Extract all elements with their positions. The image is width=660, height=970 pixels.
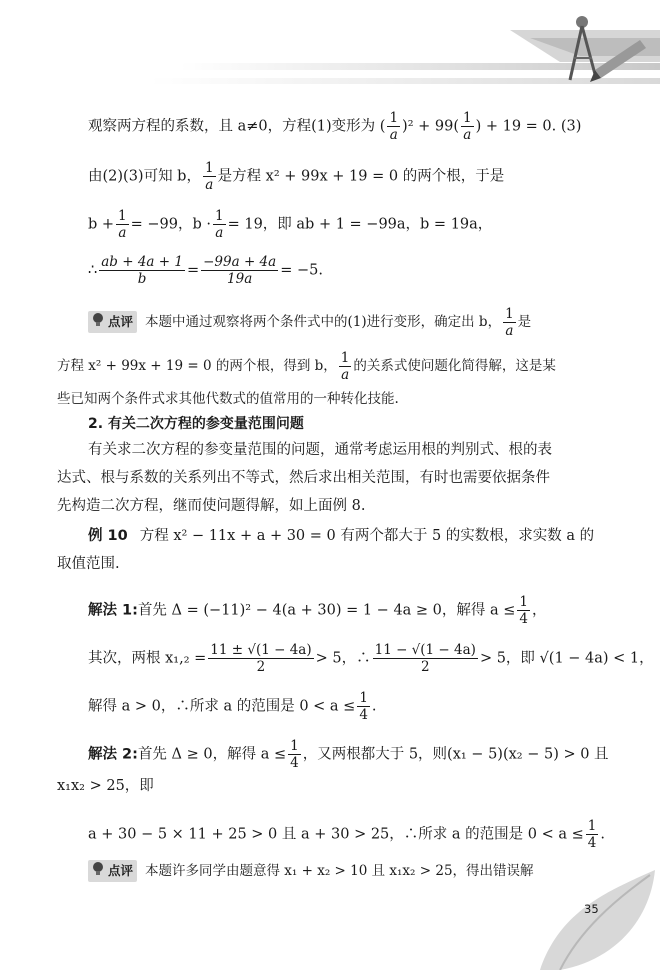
numerator: 1 xyxy=(519,594,529,610)
numerator: 1 xyxy=(290,738,299,754)
solution-line-2 xyxy=(88,160,504,193)
solution-2-line-1 xyxy=(88,738,609,771)
fraction xyxy=(203,160,216,193)
text: 方程 x² − 11x + a + 30 = 0 有两个都大于 5 的实数根，求实数 a 的 xyxy=(139,528,595,544)
numerator: −99a + 4a xyxy=(203,254,277,270)
numerator: 1 xyxy=(505,306,514,322)
page-number: 35 xyxy=(584,902,599,916)
review-badge xyxy=(88,311,137,333)
text: a + 30 − 5 × 11 + 25 > 0 且 a + 30 > 25，∴所求 a 的范围是 0 < a ≤ xyxy=(88,826,584,843)
paragraph-line-1: 有关求二次方程的参变量范围的问题，通常考虑运用根的判别式、根的表 xyxy=(88,442,552,458)
text: 观察两方程的系数，且 a≠0，方程(1)变形为 ( xyxy=(88,118,386,135)
lightbulb-icon xyxy=(91,312,105,328)
solution-label: 解法 2: xyxy=(88,746,138,763)
text: = −99，b · xyxy=(130,216,211,233)
denominator: a xyxy=(215,225,224,241)
numerator: 1 xyxy=(462,110,472,126)
review-1-line-2 xyxy=(57,350,556,383)
review-2 xyxy=(88,860,534,882)
solution-line-4 xyxy=(88,254,323,287)
denominator: 4 xyxy=(359,707,368,723)
text: 首先 Δ ≥ 0，解得 a ≤ xyxy=(137,746,287,763)
header-decoration xyxy=(0,0,660,100)
denominator: a xyxy=(118,225,127,241)
section-title: 2. 有关二次方程的参变量范围问题 xyxy=(88,416,304,432)
example-10 xyxy=(88,526,594,546)
text: b + xyxy=(88,216,115,233)
numerator: 1 xyxy=(204,160,214,176)
paragraph-line-3: 先构造二次方程，继而使问题得解，如上面例 8. xyxy=(57,498,366,514)
text: ∴ xyxy=(88,262,98,279)
fraction xyxy=(288,738,301,771)
leaf-decoration xyxy=(520,870,660,970)
text: = 19，即 ab + 1 = −99a，b = 19a， xyxy=(227,216,493,233)
text: 方程 x² + 99x + 19 = 0 的两个根，得到 b， xyxy=(57,358,337,374)
fraction xyxy=(387,110,400,143)
solution-2-line-2: x₁x₂ > 25，即 xyxy=(57,778,154,794)
solution-line-3 xyxy=(88,208,492,241)
text: 其次，两根 x₁,₂ = xyxy=(88,650,207,667)
denominator: a xyxy=(505,323,514,339)
text: ， xyxy=(532,602,547,619)
review-label: 点评 xyxy=(108,863,134,878)
fraction xyxy=(208,642,313,675)
fraction xyxy=(201,254,278,287)
denominator: a xyxy=(389,127,398,143)
text: )² + 99( xyxy=(402,118,459,135)
fraction xyxy=(517,594,530,627)
text: 解得 a > 0，∴所求 a 的范围是 0 < a ≤ xyxy=(88,698,356,715)
denominator: b xyxy=(137,271,147,287)
fraction xyxy=(586,818,599,851)
solution-line-1 xyxy=(88,110,581,143)
text: ，又两根都大于 5，则(x₁ − 5)(x₂ − 5) > 0 且 xyxy=(302,746,609,763)
numerator: 1 xyxy=(359,690,368,706)
denominator: 19a xyxy=(227,271,253,287)
text: 的关系式使问题化简得解，这是某 xyxy=(353,358,556,374)
numerator: 1 xyxy=(118,208,127,224)
denominator: a xyxy=(463,127,472,143)
solution-1-line-2 xyxy=(88,642,654,675)
denominator: 4 xyxy=(290,755,299,771)
solution-2-line-3 xyxy=(88,818,605,851)
text: . xyxy=(371,698,377,715)
solution-label: 解法 1: xyxy=(88,602,138,619)
fraction xyxy=(503,306,516,339)
denominator: a xyxy=(205,177,214,193)
text: 本题中通过观察将两个条件式中的(1)进行变形，确定出 b， xyxy=(145,314,502,330)
text: = −5. xyxy=(280,262,323,279)
review-badge xyxy=(88,860,137,882)
text: 本题许多同学由题意得 x₁ + x₂ > 10 且 x₁x₂ > 25，得出错误解 xyxy=(145,863,534,879)
solution-1-line-3 xyxy=(88,690,377,723)
numerator: 11 ± √(1 − 4a) xyxy=(210,642,312,658)
denominator: 2 xyxy=(420,659,430,675)
numerator: 11 − √(1 − 4a) xyxy=(374,642,476,658)
fraction xyxy=(461,110,474,143)
fraction xyxy=(116,208,129,241)
fraction xyxy=(99,254,185,287)
text: 由(2)(3)可知 b， xyxy=(88,168,201,185)
fraction xyxy=(339,350,352,383)
review-1-line-3: 些已知两个条件式求其他代数式的值常用的一种转化技能. xyxy=(57,391,399,407)
text: > 5，即 √(1 − 4a) < 1， xyxy=(479,650,654,667)
lightbulb-icon xyxy=(91,861,105,877)
numerator: 1 xyxy=(340,350,350,366)
fraction xyxy=(213,208,226,241)
fraction xyxy=(357,690,370,723)
text: 是方程 x² + 99x + 19 = 0 的两个根，于是 xyxy=(217,168,505,185)
example-label: 例 10 xyxy=(88,528,128,544)
denominator: 4 xyxy=(519,611,529,627)
example-10-line-2: 取值范围. xyxy=(57,556,120,572)
denominator: 2 xyxy=(256,659,266,675)
text: = xyxy=(186,262,200,279)
review-1 xyxy=(88,306,531,339)
numerator: 1 xyxy=(389,110,399,126)
review-label: 点评 xyxy=(108,314,134,329)
fraction xyxy=(373,642,478,675)
solution-1-line-1 xyxy=(88,594,547,627)
text: 是 xyxy=(517,314,532,330)
numerator: ab + 4a + 1 xyxy=(101,254,183,270)
text: . xyxy=(600,826,605,843)
text: ) + 19 = 0. (3) xyxy=(475,118,582,135)
numerator: 1 xyxy=(587,818,597,834)
text: > 5，∴ xyxy=(315,650,371,667)
text: 首先 Δ = (−11)² − 4(a + 30) = 1 − 4a ≥ 0，解得 a ≤ xyxy=(137,602,516,619)
numerator: 1 xyxy=(215,208,224,224)
denominator: 4 xyxy=(587,835,597,851)
paragraph-line-2: 达式、根与系数的关系列出不等式，然后求出相关范围，有时也需要依据条件 xyxy=(57,470,550,486)
denominator: a xyxy=(341,367,350,383)
